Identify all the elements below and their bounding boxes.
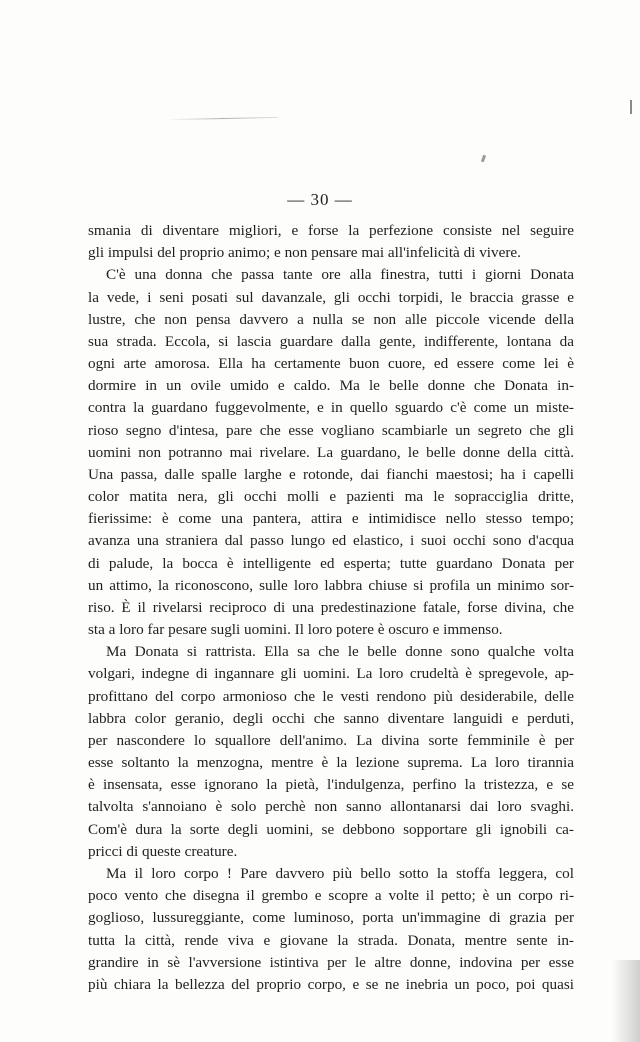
text-line: goglioso, lussureggiante, come luminoso, porta un'immagine di grazia per xyxy=(88,909,574,927)
text-line: color matita nera, gli occhi molli e pazienti ma le sopracciglia dritte, xyxy=(88,488,574,506)
text-line: gli impulsi del proprio animo; e non pensare mai all'infelicità di vivere. xyxy=(88,244,521,262)
text-line: labbra color geranio, degli occhi che sanno diventare languidi e perduti, xyxy=(88,709,574,727)
text-line: più chiara la bellezza del proprio corpo, e se ne inebria un poco, poi quasi xyxy=(88,975,574,993)
text-line: C'è una donna che passa tante ore alla finestra, tutti i giorni Donata xyxy=(106,266,574,284)
scan-artifact-line xyxy=(168,117,278,120)
text-line: volgari, indegne di ingannare gli uomini. La loro crudeltà è spregevole, ap- xyxy=(88,665,574,683)
text-line: fierissime: è come una pantera, attira e intimidisce nello stesso tempo; xyxy=(88,510,574,528)
body-text xyxy=(88,220,574,996)
text-line: avanza una straniera dal passo lungo ed elastico, i suoi occhi sono d'acqua xyxy=(88,532,574,550)
text-line: sua strada. Eccola, si lascia guardare dalla gente, indifferente, lontana da xyxy=(88,332,574,350)
text-line: pricci di queste creature. xyxy=(88,842,238,860)
text-line: contra la guardano fuggevolmente, e in quello sguardo c'è come un miste- xyxy=(88,399,574,417)
text-line: dormire in un ovile umido e caldo. Ma le belle donne che Donata in- xyxy=(88,377,574,395)
text-line: sta a loro far pesare sugli uomini. Il loro potere è oscuro e immenso. xyxy=(88,621,503,639)
text-line: poco vento che disegna il grembo e scopre a volte il petto; è un corpo ri- xyxy=(88,887,574,905)
text-line: tutta la città, rende viva e giovane la strada. Donata, mentre sente in- xyxy=(88,931,574,949)
text-line: rioso segno d'intesa, pare che esse vogliano scambiarle un segreto che gli xyxy=(88,421,574,439)
text-line: un attimo, la riconoscono, sulle loro labbra chiuse si profila un minimo sor- xyxy=(88,576,574,594)
scan-artifact-mark xyxy=(630,100,632,114)
text-line: la vede, i seni posati sul davanzale, gli occhi torpidi, le braccia grasse e xyxy=(88,288,574,306)
text-line: è insensata, esse ignorano la pietà, l'indulgenza, perfino la tristezza, e se xyxy=(88,776,574,794)
text-line: Ma Donata si rattrista. Ella sa che le belle donne sono qualche volta xyxy=(106,643,574,661)
text-line: profittano del corpo armonioso che le vesti rendono più desiderabile, delle xyxy=(88,687,574,705)
text-line: esse soltanto la menzogna, mentre è la lezione suprema. La loro tirannia xyxy=(88,754,574,772)
text-line: smania di diventare migliori, e forse la perfezione consiste nel seguire xyxy=(88,222,574,239)
text-line: talvolta s'annoiano è solo perchè non sanno allontanarsi dai loro svaghi. xyxy=(88,798,574,816)
scan-artifact-speck xyxy=(481,155,486,163)
text-line: grandire in sè l'avversione istintiva per le altre donne, indovina per esse xyxy=(88,953,574,971)
text-line: per nascondere lo squallore dell'animo. La divina sorte femminile è per xyxy=(88,731,574,749)
text-line: uomini non potranno mai rivelare. La guardano, le belle donne della città. xyxy=(88,443,574,461)
text-line: Com'è dura la sorte degli uomini, se debbono sopportare gli ignobili ca- xyxy=(88,820,574,838)
page-edge-shadow xyxy=(612,960,640,1042)
text-line: di palude, la bocca è intelligente ed esperta; tutte guardano Donata per xyxy=(88,554,574,572)
text-line: ogni arte amorosa. Ella ha certamente buon cuore, ed essere come lei è xyxy=(88,355,574,373)
text-line: riso. È il rivelarsi reciproco di una predestinazione fatale, forse divina, che xyxy=(88,598,574,616)
text-line: Una passa, dalle spalle larghe e rotonde, dai fianchi maestosi; ha i capelli xyxy=(88,465,574,483)
text-line: lustre, che non pensa davvero a nulla se non alle piccole vicende della xyxy=(88,310,574,328)
page-number: — 30 — xyxy=(287,190,353,209)
text-line: Ma il loro corpo ! Pare davvero più bello sotto la stoffa leggera, col xyxy=(106,864,574,882)
